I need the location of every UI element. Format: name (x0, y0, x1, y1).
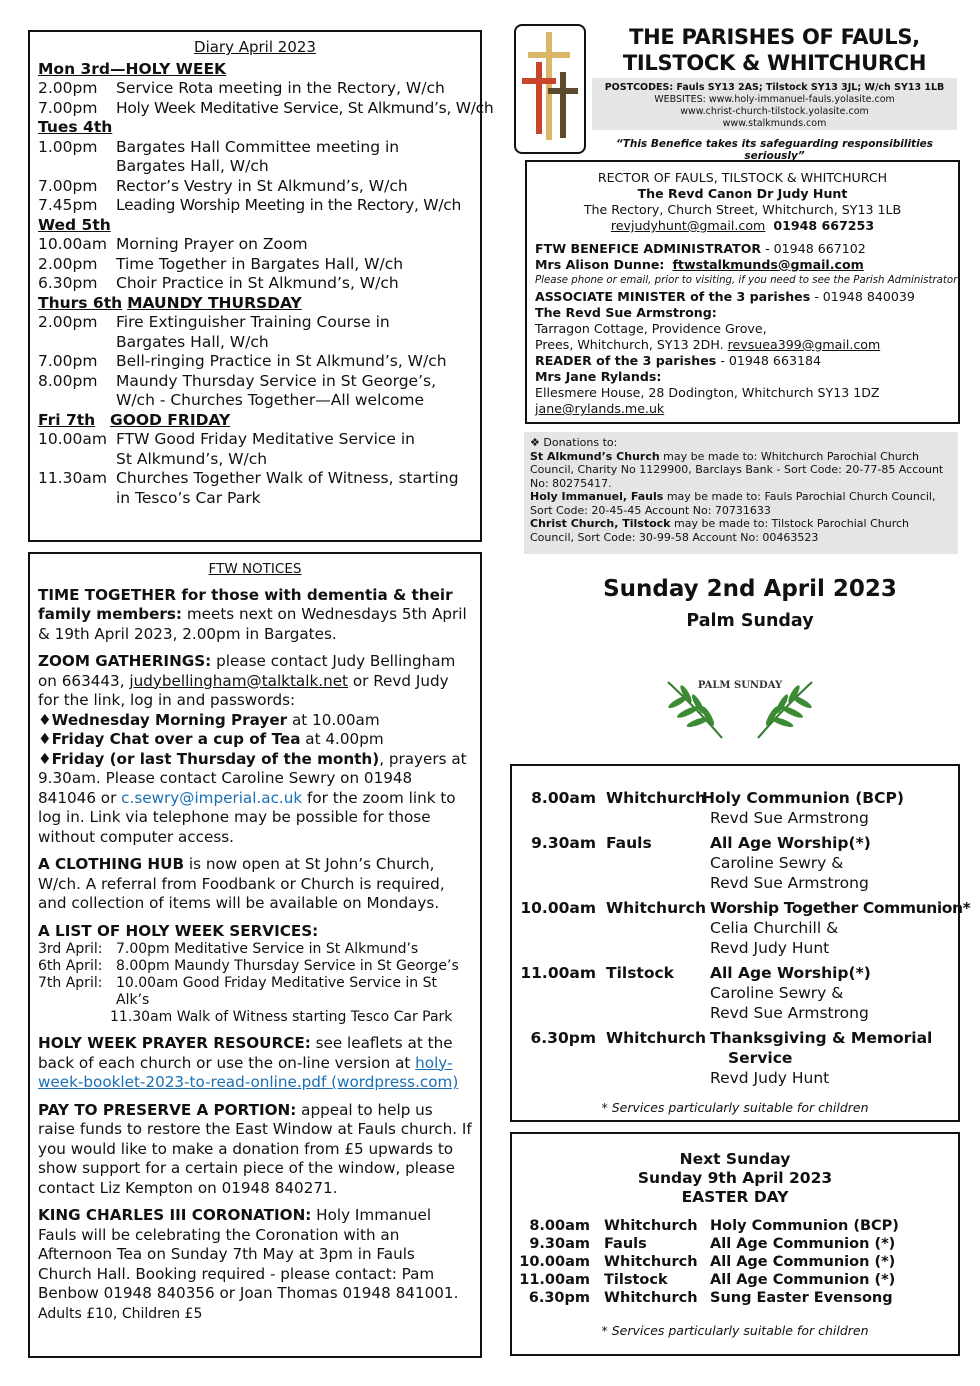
zoom-email-link[interactable]: judybellingham@talktalk.net (129, 671, 348, 690)
diary-entry: 6.30pm Choir Practice in St Alkmund’s, W/ch (38, 274, 399, 292)
next-title: EASTER DAY (681, 1188, 789, 1206)
assoc-address: Tarragon Cottage, Providence Grove, (535, 321, 767, 336)
assoc-address-2: Prees, Whitchurch, SY13 2DH. revsuea399@gmail.com (535, 337, 881, 352)
notice-preserve-portion: PAY TO PRESERVE A PORTION: appeal to help us raise funds to restore the East Window at Fauls church. If you would like to make a donation from £5 upwards to show support for a certain piece of the window, please contact Liz Kempton on 01948 840271. (38, 1100, 472, 1197)
reader-name: Mrs Jane Rylands: (535, 369, 662, 384)
notice-time-together: TIME TOGETHER for those with dementia & their family members: meets next on Wednesdays 5th April & 19th April 2023, 2.00pm in Bargates. (38, 585, 467, 643)
notices-panel (28, 552, 482, 1358)
diary-panel (28, 30, 494, 542)
admin-title: FTW BENEFICE ADMINISTRATOR - 01948 667102 (535, 241, 866, 256)
diary-entry: 7.00pm Holy Week Meditative Service, St Alkmund’s, W/ch (38, 98, 494, 117)
notice-clothing-hub: A CLOTHING HUB is now open at St John’s Church, W/ch. A referral from Foodbank or Church is required, and collection of items will be available on Mondays. (38, 855, 445, 912)
diary-day-tue: Tues 4th (38, 118, 113, 136)
reader-email-link[interactable]: jane@rylands.me.uk (535, 401, 665, 416)
diary-entry-cont: Bargates Hall, W/ch (116, 332, 269, 351)
admin-name: Mrs Alison Dunne: ftwstalkmunds@gmail.com (535, 257, 864, 272)
sewry-email-link[interactable]: c.sewry@imperial.ac.uk (121, 788, 303, 807)
diary-entry: 7.00pm Bell-ringing Practice in St Alkmund’s, W/ch (38, 352, 447, 370)
diary-entry: 11.30am Churches Together Walk of Witness, starting (38, 469, 459, 487)
diary-entry: 2.00pm Time Together in Bargates Hall, W/ch (38, 254, 404, 273)
next-service-row: 10.00am Whitchurch All Age Communion (*) (519, 1254, 896, 1270)
list-item: 3rd April: 7.00pm Meditative Service in St Alkmund’s (38, 941, 419, 957)
diary-day-wed: Wed 5th (38, 215, 111, 234)
rector-address: The Rectory, Church Street, Whitchurch, SY13 1LB (583, 202, 902, 217)
contacts-panel (525, 160, 960, 424)
assoc-email-link[interactable]: revsuea399@gmail.com (727, 337, 881, 352)
notice-prayer-resource: HOLY WEEK PRAYER RESOURCE: see leaflets at the back of each church or use the on-line version at holy-week-booklet-2023-to-read-online.pdf (wordpress.com) (38, 1034, 459, 1091)
list-item: 6th April: 8.00pm Maundy Thursday Service in St George’s (38, 958, 459, 974)
service-row: 10.00am Whitchurch Worship Together Communion* Celia Churchill & Revd Judy Hunt (520, 899, 971, 957)
postcodes-box: POSTCODES: Fauls SY13 2AS; Tilstock SY13 3JL; W/ch SY13 1LB WEBSITES: www.holy-immanuel-fauls.yolasite.com www.christ-church-tilstock.yolasite.com www.stalkmunds.com (592, 78, 957, 130)
service-row: 6.30pm Whitchurch Thanksgiving & Memorial Service Revd Judy Hunt (530, 1029, 933, 1087)
safeguarding-statement: “This Benefice takes its safeguarding responsibilities seriously” (615, 138, 934, 162)
rector-title: RECTOR OF FAULS, TILSTOCK & WHITCHURCH (597, 170, 888, 185)
sunday-title: Sunday 2nd April 2023 (603, 576, 897, 602)
diary-entry: 1.00pm Bargates Hall Committee meeting in (38, 137, 400, 156)
diary-entry: 10.00am FTW Good Friday Meditative Service in (38, 430, 416, 448)
admin-note: Please phone or email, prior to visiting, if you need to see the Parish Administrator (535, 275, 958, 286)
reader-title: READER of the 3 parishes - 01948 663184 (535, 353, 822, 368)
rector-email-link[interactable]: revjudyhunt@gmail.com (610, 218, 766, 233)
donation-tilstock: Christ Church, Tilstock may be made to: Tilstock Parochial Church Council, Sort Code: 30-99-58 Account No: 00463523 (530, 517, 910, 544)
next-service-row: 11.00am Tilstock All Age Communion (*) (519, 1272, 896, 1288)
children-note: * Services particularly suitable for children (601, 1100, 869, 1115)
next-children-note: * Services particularly suitable for children (601, 1323, 869, 1338)
diary-entry-cont: W/ch - Churches Together—All welcome (116, 391, 425, 409)
list-item: 7th April: 10.00am Good Friday Meditative Service in St Alk’s (38, 975, 437, 1008)
reader-address: Ellesmere House, 28 Dodington, Whitchurch SY13 1DZ (535, 385, 880, 400)
donations-box: ❖ Donations to: St Alkmund’s Church may be made to: Whitchurch Parochial Church Council, Charity No 1129900, Barclays Bank - Sort Code: 20-77-85 Account No: 80275417. Holy Immanuel, Fauls may be made to: Fauls Parochial Church Council, Sort Code: 20-45-45 Account No: 70731633 Christ Church, Tilstock may be made to: Tilstock Parochial Church Council, Sort Code: 30-99-58 Account No: 00463523 (524, 432, 958, 554)
notices-title: FTW NOTICES (208, 561, 302, 577)
rector-contact: revjudyhunt@gmail.com 01948 667253 (610, 218, 875, 233)
diary-entry: 2.00pm Fire Extinguisher Training Course in (38, 313, 390, 331)
notice-coronation: KING CHARLES III CORONATION: Holy Immanuel Fauls will be celebrating the Coronation with an Afternoon Tea on Sunday 7th May at 3pm in Fauls Church Hall. Booking required - please contact: Pam Benbow 01948 840356 or Joan Thomas 01948 841001. Adults £10, Children £5 (38, 1206, 459, 1322)
palm-label: PALM SUNDAY (697, 680, 783, 691)
booklet-link[interactable]: holy-week-booklet-2023-to-read-online.pdf (wordpress.com) (38, 1053, 459, 1091)
diary-entry: 7.00pm Rector’s Vestry in St Alkmund’s, W/ch (38, 176, 408, 195)
diary-day-mon: Mon 3rd—HOLY WEEK (38, 59, 227, 78)
donation-fauls: Holy Immanuel, Fauls may be made to: Fauls Parochial Church Council, Sort Code: 20-45-45 Account No: 70731633 (530, 490, 936, 517)
diamond-icon: ♦ (38, 710, 52, 729)
service-row: 11.00am Tilstock All Age Worship(*) Caroline Sewry & Revd Sue Armstrong (520, 964, 871, 1022)
diary-entry: 2.00pm Service Rota meeting in the Rectory, W/ch (38, 79, 445, 97)
diamond-icon: ♦ (38, 749, 52, 768)
assoc-name: The Revd Sue Armstrong: (535, 305, 717, 320)
diary-entry: 10.00am Morning Prayer on Zoom (38, 235, 308, 253)
rector-name: The Revd Canon Dr Judy Hunt (637, 186, 848, 201)
diary-title: Diary April 2023 (194, 38, 316, 56)
list-item: 11.30am Walk of Witness starting Tesco Car Park (110, 1009, 453, 1025)
next-sunday-panel (510, 1132, 960, 1356)
diary-entry: 7.45pm Leading Worship Meeting in the Rectory, W/ch (38, 196, 462, 214)
diamond-icon: ♦ (38, 730, 52, 748)
diary-entry-cont: in Tesco’s Car Park (116, 488, 261, 507)
next-service-row: 9.30am Fauls All Age Communion (*) (529, 1236, 896, 1252)
donation-stalkmunds: St Alkmund’s Church may be made to: Whitchurch Parochial Church Council, Charity No 1129900, Barclays Bank - Sort Code: 20-77-85 Account No: 80275417. (530, 449, 944, 490)
parishes-title: THE PARISHES OF FAULS, TILSTOCK & WHITCHURCH (622, 25, 927, 75)
palm-sunday-image (660, 672, 820, 742)
sunday-subtitle: Palm Sunday (686, 611, 814, 631)
diary-entry: 8.00pm Maundy Thursday Service in St George’s, (38, 371, 437, 390)
bullet-icon: ❖ (530, 436, 540, 449)
next-service-row: 8.00am Whitchurch Holy Communion (BCP) (529, 1218, 899, 1234)
sunday-services-panel (510, 764, 971, 1122)
assoc-title: ASSOCIATE MINISTER of the 3 parishes - 01948 840039 (535, 289, 915, 304)
diary-day-thu: Thurs 6th MAUNDY THURSDAY (38, 293, 302, 312)
diary-entry-cont: Bargates Hall, W/ch (116, 157, 269, 175)
cross-icon (516, 26, 584, 152)
palm-leaf-icon (660, 672, 820, 742)
notice-zoom: ZOOM GATHERINGS: please contact Judy Bellingham on 663443, judybellingham@talktalk.net or Revd Judy for the link, log in and passwords: ♦Wednesday Morning Prayer at 10.00am ♦Friday Chat over a cup of Tea at 4.00pm ♦Friday (or last Thursday of the month), prayers at 9.30am. Please contact Caroline Sewry on 01948 841046 or c.sewry@imperial.ac.uk for the zoom link to log in. Link via telephone may be possible for those without computer access. (38, 652, 467, 846)
notice-holy-week-list: A LIST OF HOLY WEEK SERVICES: 3rd April: 7.00pm Meditative Service in St Alkmund’s 6th April: 8.00pm Maundy Thursday Service in St George’s 7th April: 10.00am Good Friday Meditative Service in St Alk’s 11.30am Walk of Witness starting Tesco Car Park (38, 922, 472, 1027)
admin-email-link[interactable]: ftwstalkmunds@gmail.com (672, 257, 864, 272)
diary-day-fri: Fri 7th GOOD FRIDAY (38, 410, 231, 429)
diary-entry-cont: St Alkmund’s, W/ch (116, 449, 268, 468)
next-service-row: 6.30pm Whitchurch Sung Easter Evensong (528, 1290, 893, 1306)
crosses-logo (514, 24, 586, 154)
service-row: 8.00am Whitchurch Holy Communion (BCP) Revd Sue Armstrong (531, 789, 904, 827)
service-row: 9.30am Fauls All Age Worship(*) Caroline Sewry & Revd Sue Armstrong (531, 834, 871, 892)
next-heading: Next Sunday (679, 1150, 791, 1168)
next-date: Sunday 9th April 2023 (637, 1169, 833, 1187)
